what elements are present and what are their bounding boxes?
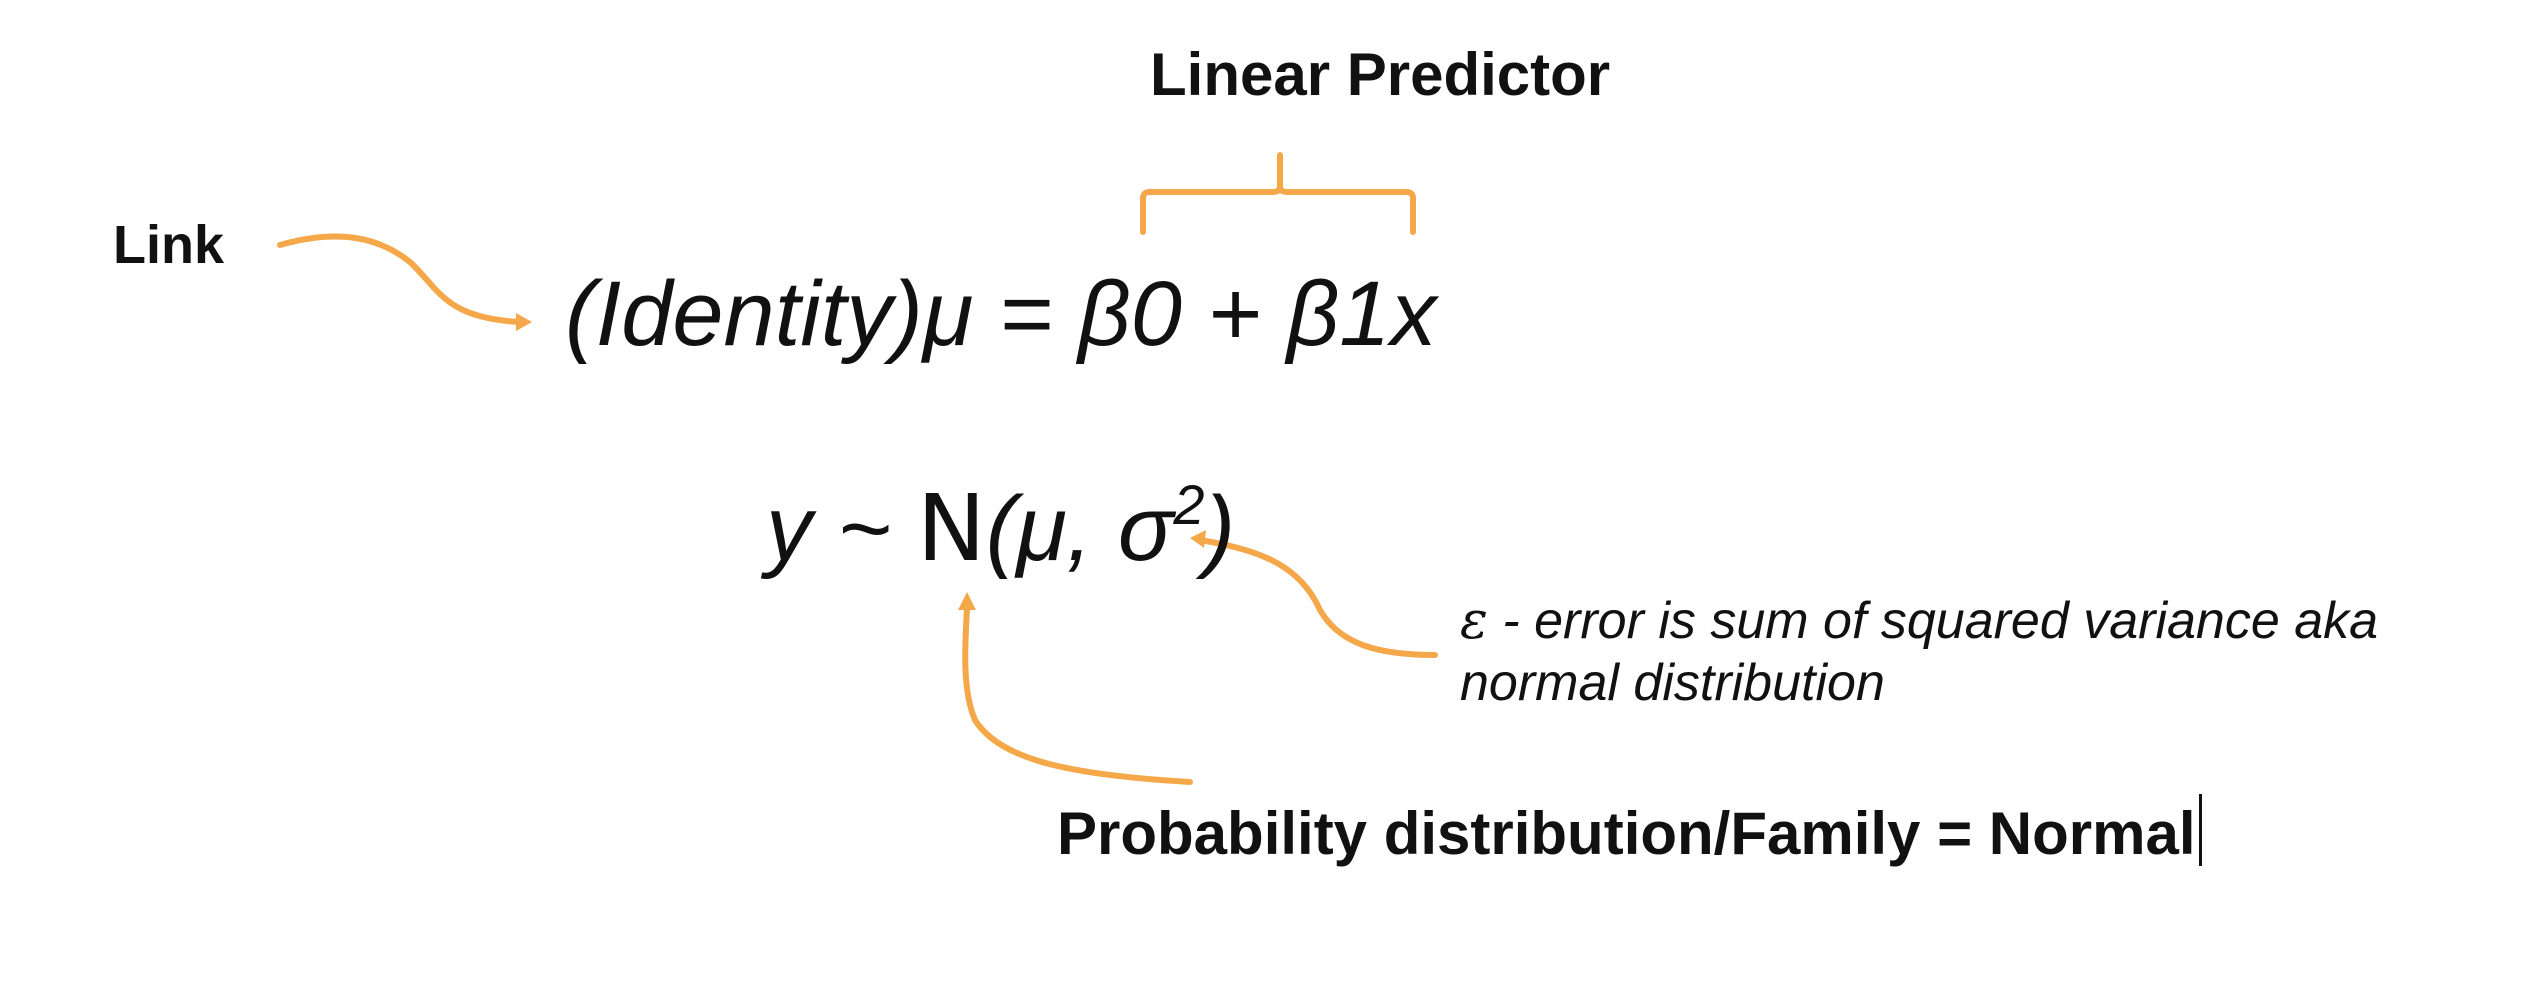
distribution-prefix: y ~: [766, 478, 917, 580]
text-cursor: [2199, 794, 2202, 866]
distribution-equation: [766, 472, 1235, 582]
error-arrow: [1200, 540, 1435, 655]
link-label: Link: [113, 215, 225, 275]
linear-predictor-label: Linear Predictor: [1150, 41, 1611, 108]
variance-exponent: 2: [1173, 473, 1205, 536]
linear-predictor-bracket: [1143, 155, 1413, 232]
error-note-text: - error is sum of squared variance aka normal distribution: [1460, 592, 2379, 712]
family-symbol: N: [916, 475, 986, 582]
family-label-text: Probability distribution/Family = Normal: [1057, 800, 2196, 867]
error-note: [1460, 590, 2510, 714]
family-arrow: [965, 608, 1190, 782]
distribution-suffix: ): [1204, 478, 1236, 580]
link-arrow-head: [516, 313, 532, 331]
family-arrow-head: [958, 592, 976, 610]
link-equation: (Identity)μ = β0 + β1x: [565, 263, 1437, 365]
link-arrow: [280, 237, 520, 322]
family-label[interactable]: [1057, 794, 2202, 868]
distribution-args: (μ, σ: [985, 478, 1174, 580]
epsilon-symbol: ε: [1460, 591, 1488, 651]
